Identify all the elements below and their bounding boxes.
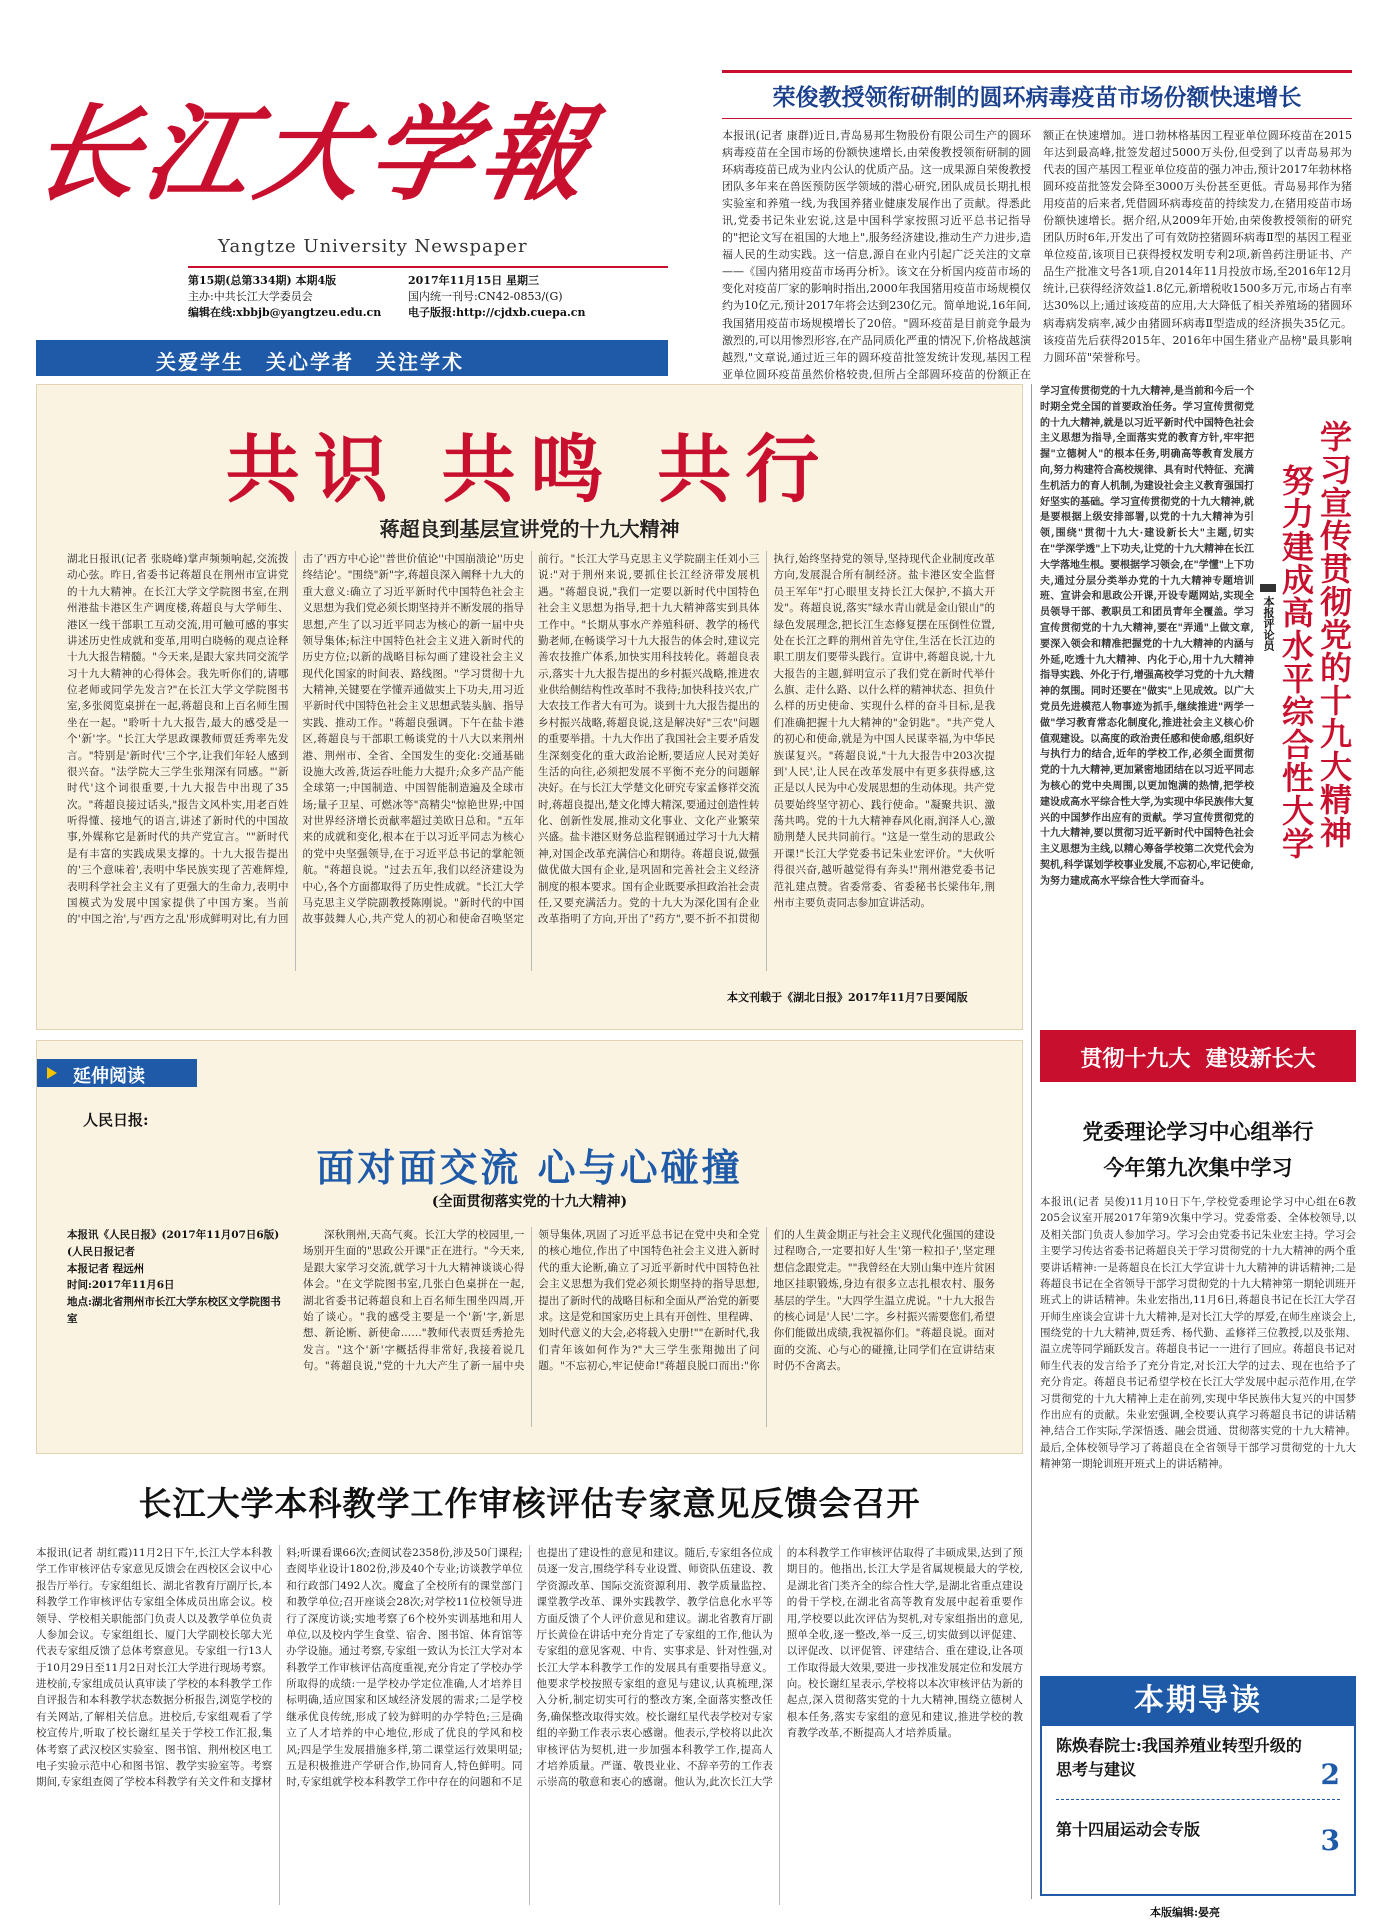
bottom-story [36,1462,1023,1912]
extended-headline: 面对面交流 心与心碰撞 [316,1146,743,1190]
top-story-body-1: 本报讯(记者 康群)近日,青岛易邦生物股份有限公司生产的圆环病毒疫苗在全国市场的份额快速增长,由荣俊教授领衔研制的圆环病毒疫苗已成为业内公认的优质产品。这一成果源自荣俊教授团队多年来在兽医预防医学领域的潜心研究,团队成员长期扎根实验室和养殖一线,为我国养猪业健康发展作出了贡献。得悉此讯,党委书记朱业宏说,这是中国科学家按照习近平总书记指导的"把论文写在祖国的大地上",服务经济建设,推动生产力进步,造福人民的生动实践。这一信息,源自在业内引起广泛关注的文章——《国内猪用疫苗市场再分析》。该文在分析国内疫苗市场的变化对疫苗厂家的影响时指出,2000年我国猪用疫苗市场规模仅约为10亿元,预计2017年将会达到230亿元。简单地说,16年间,我国猪用疫苗市场规模增长了20倍。"圆环疫苗是目前竞争最为激烈的,可以用惨烈形容,在产品同质化严重的情况下,价格战越演越烈,"文章说,通过近三年的圆环疫苗批签发统计发现,基因工程亚单位圆环疫苗虽然价格较贵,但所占全部圆环疫苗的份额正在 [722,129,1031,381]
banner-text: 贯彻十九大 建设新长大 [1080,1047,1316,1072]
extended-tag [37,1059,197,1087]
extended-subhead: (全面贯彻落实党的十九大精神) [431,1194,628,1210]
feature-subhead: 蒋超良到基层宣讲党的十九大精神 [379,517,680,541]
extended-source: 人民日报: [83,1111,149,1129]
commentary-body: 学习宣传贯彻党的十九大精神,是当前和今后一个时期全党全国的首要政治任务。学习宣传贯彻党的十九大精神,就是以习近平新时代中国特色社会主义思想为指导,全面落实党的教育方针,牢牢把握"立德树人"的根本任务,明确高等教育发展方向,努力构建符合高校规律、具有时代特征、充满生机活力的育人机制,为建设社会主义教育强国打好坚实的基础。学习宣传贯彻党的十九大精神,就是要根据上级安排部署,以党的十九大精神为引领,围绕"贯彻十九大·建设新长大"主题,切实在"学深学透"上下功夫,让党的十九大精神在长江大学落地生根。要根据学习领会,在"学懂"上下功夫,通过分层分类举办党的十九大精神专题培训班、宣讲会和思政公开课,开设专题网站,实现全员领导干部、教职员工和团员青年全覆盖。学习宣传贯彻党的十九大精神,要在"弄通"上做文章,要深入领会和精准把握党的十九大精神的内涵与外延,吃透十九大精神、内化于心,用十九大精神指导实践、外化于行,增强高校学习党的十九大精神的氛围。同时还要在"做实"上见成效。以广大党员先进模范人物事迹为抓手,继续推进"两学一做"学习教育常态化制度化,推进社会主义核心价值观建设。以高度的政治责任感和使命感,组织好与执行力的结合,近年的学校工作,必须全面贯彻党的十九大精神,更加紧密地团结在以习近平同志为核心的党中央周围,以更加饱满的热情,把学校建设成高水平综合性大学,为实现中华民族伟大复兴的中国梦作出应有的贡献。学习宣传贯彻党的十九大精神,要以贯彻习近平新时代中国特色社会主义思想为主线,以精心筹备学校第二次党代会为契机,科学谋划学校事业发展,不忘初心,牢记使命,为努力建成高水平综合性大学而奋斗。 [1040,386,1254,887]
masthead-rule [188,266,668,268]
issue-date: 2017年11月15日 星期三 [408,274,540,287]
e-paper-url: 电子版报:http://cjdxb.cuepa.cn [408,306,586,319]
extended-time: 时间:2017年11月6日 [67,1279,175,1292]
commentary-title-2: 努力建成高水平综合性大学 [1277,464,1315,860]
guide-item[interactable] [1056,1800,1340,1866]
editor-email: 编辑在线:xbbjb@yangtzeu.edu.cn [188,306,382,319]
feature-body: 湖北日报讯(记者 张晓峰)掌声频频响起,交流拨动心弦。昨日,省委书记蒋超良在荆州市宣讲党的十九大精神。在长江大学文学院图书室,在荆州港盐卡港区生产调度楼,蒋超良与大学师生、港区一线干部职工互动交流,用可触可感的事实讲述历史性成就和变革,用明白晓畅的观点诠释十九大报告精髓。"今天来,是跟大家共同交流学习十九大精神的心得体会。我先听你们的,请哪位老师或同学先发言?"在长江大学文学院图书室,多张阅览桌拼在一起,蒋超良和上百名师生围坐在一起。"聆听十九大报告,最大的感受是一个'新'字。"长江大学思政课教师贾廷秀率先发言。"特别是'新时代'三个字,让我们年轻人感到很兴奋。"法学院大三学生张翔深有同感。"'新时代'这个词很重要,十九大报告中出现了35次。"蒋超良接过话头,"报告文风朴实,用老百姓听得懂、接地气的语言,讲述了新时代的中国故事,外媒称它是新时代的共产党宣言。""新时代是有丰富的实践成果支撑的。十九大报告提出的'三个意味着',表明中华民族实现了苦难辉煌,表明科学社会主义有了更强大的生命力,表明中国模式为发展中国家提供了中国方案。当前的'中国之治',与'西方之乱'形成鲜明对比,有力回击了'西方中心论''普世价值论''中国崩溃论''历史终结论'。"围绕"新"字,蒋超良深入阐释十九大的重大意义:确立了习近平新时代中国特色社会主义思想为我们党必须长期坚持并不断发展的指导思想,产生了以习近平同志为核心的新一届中央领导集体;标注中国特色社会主义进入新时代的历史方位;以新的战略目标勾画了建设社会主义现代化国家的时间表、路线图。"学习贯彻十九大精神,关键要在学懂弄通做实上下功夫,用习近平新时代中国特色社会主义思想武装头脑、指导实践、推动工作。"蒋超良强调。下午在盐卡港区,蒋超良与干部职工畅谈党的十八大以来荆州港、荆州市、全省、全国发生的变化:交通基础设施大改善,货运吞吐能力大提升;众多产品产能全球第一;中国制造、中国智能制造遍及全球市场;量子卫星、可燃冰等"高精尖"惊艳世界;中国对世界经济增长贡献率超过美欧日总和。"五年来的成就和变化,根本在于以习近平同志为核心的党中央坚强领导,在于习近平总书记的掌舵领航。"蒋超良说。"过去五年,我们以经济建设为中心,各个方面都取得了历史性成就。"长江大学马克思主义学院副教授陈刚说。"新时代的中国故事鼓舞人心,共产党人的初心和使命召唤坚定前行。"长江大学马克思主义学院副主任刘小三说:"对于荆州来说,要抓住长江经济带发展机遇。"蒋超良说,"我们一定要以新时代中国特色社会主义思想为指导,把十九大精神落实到具体工作中。"长期从事水产养殖科研、教学的杨代勤老师,在畅谈学习十九大报告的体会时,建议完善农技推广体系,加快实用科技转化。蒋超良表示,落实十九大报告提出的乡村振兴战略,推进农业供给侧结构性改革时不我待;加快科技兴农,广大农技工作者大有可为。谈到十九大报告提出的乡村振兴战略,蒋超良说,这是解决好"三农"问题的重要举措。十九大作出了我国社会主要矛盾发生深刻变化的重大政治论断,要适应人民对美好生活的向往,必须把发展不平衡不充分的问题解决好。在与长江大学楚文化研究专家孟修祥交流时,蒋超良提出,楚文化博大精深,要通过创造性转化、创新性发展,推动文化事业、文化产业繁荣兴盛。盐卡港区财务总监程钢通过学习十九大精神,对国企改革充满信心和期待。蒋超良说,做强做优做大国有企业,是巩固和完善社会主义经济制度的根本要求。国有企业既要承担政治社会责任,又要充满活力。党的十九大为深化国有企业改革指明了方向,开出了"药方",要不折不扣贯彻执行,始终坚持党的领导,坚持现代企业制度改革方向,发展混合所有制经济。盐卡港区安全监督员王军年"打心眼里支持长江大保护,不搞大开发"。蒋超良说,落实"绿水青山就是金山银山"的绿色发展理念,把长江生态修复摆在压倒性位置,处在长江之畔的荆州首先守住,生活在长江边的职工朋友们要带头践行。宣讲中,蒋超良说,十九大报告的主题,鲜明宣示了我们党在新时代举什么旗、走什么路、以什么样的精神状态、担负什么样的历史使命、实现什么样的奋斗目标,是我们准确把握十九大精神的"金钥匙"。"共产党人的初心和使命,就是为中国人民谋幸福,为中华民族谋复兴。"蒋超良说,"十九大报告中203次提到'人民',让人民在改革发展中有更多获得感,这正是以人民为中心发展思想的生动体现。共产党员要始终坚守初心、践行使命。"凝聚共识、激荡共鸣。党的十九大精神春风化雨,润泽人心,激励荆楚人民共同前行。"这是一堂生动的思政公开课!"长江大学党委书记朱业宏评价。"大伙听得很兴奋,越听越觉得有奔头!"荆州港党委书记范礼建点赞。省委常委、省委秘书长梁伟年,荆州市主要负责同志参加宣讲活动。 [67,553,995,926]
newspaper-english-name: Yangtze University Newspaper [218,236,528,257]
top-story-rule [722,70,1352,73]
meeting-story [1040,1116,1356,1666]
guide-item-page: 3 [1320,1824,1340,1857]
feature-box [36,384,1023,1030]
extended-tag-label: 延伸阅读 [73,1066,145,1087]
issue-info: 第15期(总第334期) 本期4版 [188,274,337,287]
guide-item-text: 第十四届运动会专版 [1056,1820,1201,1839]
arrow-icon [47,1067,57,1079]
extended-box [36,1040,1023,1454]
feature-source: 本文刊载于《湖北日报》2017年11月7日要闻版 [727,991,968,1004]
cn-number: 国内统一刊号:CN42-0853/(G) [408,290,563,303]
meeting-body: 本报讯(记者 吴俊)11月10日下午,学校党委理论学习中心组在6教205会议室开展2017年第9次集中学习。党委常委、全体校领导,以及相关部门负责人参加学习。学习会由党委书记朱业宏主持。学习会主要学习传达省委书记蒋超良关于学习贯彻党的十九大精神的两个重要讲话精神:一是蒋超良在长江大学宣讲十九大精神的讲话精神;二是蒋超良书记在全省领导干部学习贯彻党的十九大精神第一期轮训班开班式上的讲话精神。朱业宏指出,11月6日,蒋超良书记在长江大学召开师生座谈会宣讲十九大精神,是对长江大学的厚爱,在师生座谈会上,围绕党的十九大精神,贾廷秀、杨代勤、孟修祥三位教授,以及张翔、温立虎等同学踊跃发言。蒋超良书记一一进行了回应。蒋超良书记对师生代表的发言给予了充分肯定,对长江大学的过去、现在也给予了充分肯定。蒋超良书记希望学校在长江大学发展中起示范作用,在学习贯彻党的十九大精神上走在前列,实现中华民族伟大复兴的中国梦作出应有的贡献。朱业宏强调,全校要认真学习蒋超良书记的讲话精神,结合工作实际,学深悟透、融会贯通、贯彻落实党的十九大精神。最后,全体校领导学习了蒋超良在全省领导干部学习贯彻党的十九大精神第一期轮训班开班式上的讲话精神。 [1040,1196,1356,1470]
newspaper-title: 长江大学報 [23,92,606,215]
commentary-title: 学习宣传贯彻党的十九大精神 [1315,420,1353,849]
editor-credit: 本版编辑:晏亮 [1150,1906,1221,1919]
extended-body: 深秋荆州,天高气爽。长江大学的校园里,一场别开生面的"思政公开课"正在进行。"今天来,是跟大家学习交流,就学习十九大精神谈谈心得体会。"在文学院图书室,几张白色桌拼在一起,湖北省委书记蒋超良和上百名师生围坐四周,开始了谈心。"我的感受主要是一个'新'字,新思想、新论断、新使命……"教师代表贾廷秀抢先发言。"这个'新'字概括得非常好,我接着说几句。"蒋超良说,"党的十九大产生了新一届中央领导集体,巩固了习近平总书记在党中央和全党的核心地位,作出了中国特色社会主义进入新时代的重大论断,确立了习近平新时代中国特色社会主义思想为我们党必须长期坚持的指导思想,提出了新时代的战略目标和全面从严治党的新要求。这是党和国家历史上具有开创性、里程碑、划时代意义的大会,必将载入史册!""在新时代,我们青年该如何作为?"大三学生张翔抛出了问题。"不忘初心,牢记使命!"蒋超良脱口而出:"你们的人生黄金期正与社会主义现代化强国的建设过程吻合,一定要扣好人生'第一粒扣子',坚定理想信念跟党走。""我曾经在大别山集中连片贫困地区挂职锻炼,身边有很多立志扎根农村、服务基层的学生。"大四学生温立虎说。"十九大报告的核心词是'人民'二字。乡村振兴需要您们,希望你们能做出成绩,我祝福你们。"蒋超良说。面对面的交流、心与心的碰撞,让同学们在宣讲结束时仍不舍离去。 [303,1229,995,1372]
guide-item-text: 陈焕春院士:我国养殖业转型升级的思考与建议 [1056,1736,1302,1779]
bottom-story-body: 本报讯(记者 胡红霞)11月2日下午,长江大学本科教学工作审核评估专家意见反馈会在西校区会议中心报告厅举行。专家组组长、湖北省教育厅副厅长,本科教学工作审核评估专家组全体成员出席会议。校领导、学校相关职能部门负责人以及教学单位负责人参加会议。专家组组长、厦门大学副校长邬大光代表专家组反馈了总体考察意见。专家组一行13人于10月29日至11月2日对长江大学进行现场考察。进校前,专家组成员认真审读了学校的本科教学工作自评报告和本科教学状态数据分析报告,浏览学校的有关网站,了解相关信息。进校后,专家组观看了学校宣传片,听取了校长谢红星关于学校工作汇报,集体考察了武汉校区实验室、图书馆、荆州校区电工电子实验示范中心和图书馆、教学实验室等。考察期间,专家组查阅了学校本科教学有关文件和支撑材料;听课看课66次;查阅试卷2358份,涉及50门课程;查阅毕业设计1802份,涉及40个专业;访谈教学单位和行政部门492人次。魔盒了全校所有的课堂部门和教学单位;召开座谈会28次;对学校11位校领导进行了深度访谈;实地考察了6个校外实训基地和用人单位,以及校内学生食堂、宿舍、图书馆、体育馆等办学设施。通过考察,专家组一致认为长江大学对本科教学工作审核评估高度重视,充分肯定了学校办学所取得的成绩:一是学校办学定位准确,人才培养目标明确,适应国家和区域经济发展的需求;二是学校继承优良传统,形成了较为鲜明的办学特色;三是确立了人才培养的中心地位,形成了优良的学风和校风;四是学生发展措施多样,第二课堂运行效果明显;五是积极推进产学研合作,协同育人,特色鲜明。同时,专家组就学校本科教学工作中存在的问题和不足也提出了建设性的意见和建议。随后,专家组各位成员逐一发言,围绕学科专业设置、师资队伍建设、教学资源改革、国际交流资源利用、教学质量监控、课堂教学改革、课外实践教学、教学信息化水平等方面反馈了个人评价意见和建议。湖北省教育厅副厅长黄俭在讲话中充分肯定了专家组的工作,他认为专家组的意见客观、中肯、实事求是、针对性强,对长江大学本科教学工作的发展具有重要指导意义。他要求学校按照专家组的意见与建议,认真梳理,深入分析,制定切实可行的整改方案,全面落实整改任务,确保整改取得实效。校长谢红星代表学校对专家组的辛勤工作表示衷心感谢。他表示,学校将以此次审核评估为契机,进一步加强本科教学工作,提高人才培养质量。严谨、敬畏业业、不辞辛劳的工作表示崇高的敬意和衷心的感谢。他认为,此次长江大学的本科教学工作审核评估取得了丰硕成果,达到了预期目的。他指出,长江大学是省属规模最大的学校,是湖北省门类齐全的综合性大学,是湖北省重点建设的骨干学校,在湖北省高等教育发展中起着重要作用,学校要以此次评估为契机,对专家组指出的意见,照单全收,逐一整改,举一反三,切实做到以评促建、以评促改、以评促管、评建结合、重在建设,让各项工作取得最大效果,要进一步找准发展定位和发展方向。校长谢红星表示,学校将以本次审核评估为新的起点,深入贯彻落实党的十九大精神,围绕立德树人根本任务,落实专家组的意见和建议,推进学校的教育教学改革,不断提高人才培养质量。 [36,1547,1023,1789]
meeting-title: 党委理论学习中心组举行 [1082,1119,1314,1144]
masthead [23,40,668,378]
top-story [722,70,1352,381]
slogan-bar [36,340,668,376]
extended-note: 本报讯《人民日报》(2017年11月07日6版)(人民日报记者 [67,1229,280,1258]
top-story-body-2: 额正在快速增加。进口勃林格基因工程亚单位圆环疫苗在2015年达到最高峰,批签发超过5000万头份,但受到了以青岛易邦为代表的国产基因工程亚单位疫苗的强力冲击,预计2017年勃林格圆环疫苗批签发会降至3000万头份甚至更低。青岛易邦作为猪用疫苗的后来者,凭借圆环病毒疫苗的持续发力,在猪用疫苗市场份额快速增长。据介绍,从2009年开始,由荣俊教授领衔的研究团队历时6年,开发出了可有效防控猪圆环病毒Ⅱ型的基因工程亚单位疫苗,该项目已获得授权发明专利2项,新兽药注册证书、产品生产批准文号各1项,自2014年11月投放市场,至2016年12月统计,已获得经济效益1.8亿元,新增税收1500多万元,市场占有率达30%以上;通过该疫苗的应用,大大降低了相关养殖场的猪圆环病毒病发病率,减少由猪圆环病毒Ⅱ型造成的经济损失35亿元。该疫苗先后获得2015年、2016年中国生猪业产品榜"最具影响力圆环苗"荣誉称号。 [1043,129,1352,364]
top-story-title: 荣俊教授领衔研制的圆环病毒疫苗市场份额快速增长 [772,84,1302,111]
guide-item[interactable] [1056,1734,1340,1800]
extended-reporter: 本报记者 程远州 [67,1262,145,1275]
column-divider [1031,384,1032,1899]
slogan: 关爱学生 关心学者 关注学术 [156,350,464,374]
guide-items [1040,1726,1356,1896]
extended-place: 地点:湖北省荆州市长江大学东校区文学院图书室 [67,1296,281,1325]
top-story-rule-2 [722,118,1352,119]
guide-title: 本期导读 [1134,1683,1262,1718]
guide-header [1040,1676,1356,1726]
sponsor: 主办:中共长江大学委员会 [188,290,313,303]
guide-item-page: 2 [1320,1758,1340,1791]
issue-guide [1040,1676,1356,1898]
commentary [1040,384,1356,1004]
extended-meta-block [67,1227,287,1328]
feature-headline: 共识 共鸣 共行 [225,427,834,513]
banner-bar [1040,1030,1356,1082]
meeting-title-2: 今年第九次集中学习 [1103,1155,1293,1180]
bottom-story-title: 长江大学本科教学工作审核评估专家意见反馈会召开 [138,1484,921,1523]
commentary-byline: 本报评论员 [1260,584,1276,651]
